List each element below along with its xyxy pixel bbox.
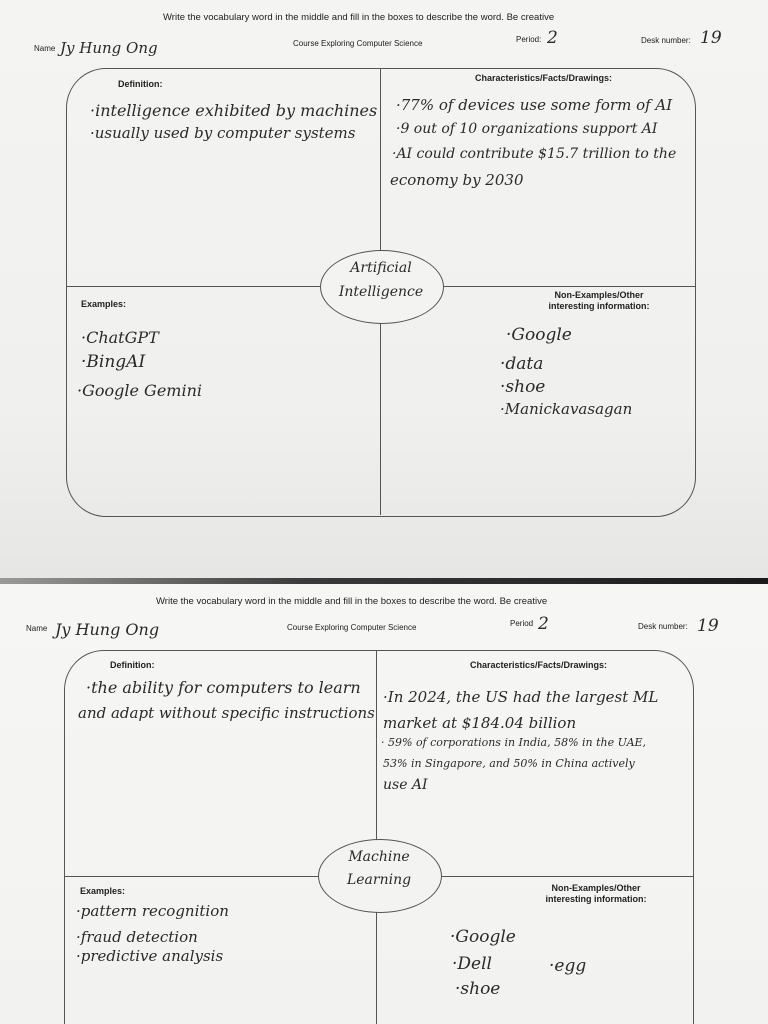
vertical-divider	[376, 650, 377, 1024]
vocabulary-word-line2[interactable]: Learning	[346, 872, 412, 888]
course-label: Course	[293, 39, 319, 48]
example-item[interactable]: ·predictive analysis	[76, 947, 224, 965]
course-label: Course	[287, 623, 313, 632]
characteristics-label: Characteristics/Facts/Drawings:	[470, 660, 608, 670]
nonexample-item[interactable]: ·Manickavasagan	[500, 400, 633, 418]
definition-label: Definition:	[118, 79, 163, 89]
worksheet-page-2	[0, 584, 768, 1024]
nonexamples-label	[539, 290, 659, 312]
characteristics-line[interactable]: ·AI could contribute $15.7 trillion to the	[392, 146, 677, 162]
desk-value[interactable]: 19	[697, 616, 719, 636]
nonexample-item[interactable]: ·Dell	[452, 954, 492, 974]
definition-line[interactable]: and adapt without specific instructions	[78, 704, 375, 722]
nonexamples-label-line2: interesting information:	[545, 894, 647, 904]
definition-label: Definition:	[110, 660, 155, 670]
characteristics-line[interactable]: ·9 out of 10 organizations support AI	[396, 121, 658, 137]
desk-label: Desk number:	[638, 622, 688, 631]
nonexample-item[interactable]: ·shoe	[455, 979, 501, 999]
examples-label: Examples:	[81, 299, 127, 309]
characteristics-line[interactable]: ·77% of devices use some form of AI	[396, 96, 673, 114]
nonexamples-label-line1: Non-Examples/Other	[554, 290, 644, 300]
example-item[interactable]: ·ChatGPT	[81, 328, 159, 347]
example-item[interactable]: ·Google Gemini	[77, 381, 203, 400]
vocabulary-word-line1[interactable]: Artificial	[350, 260, 412, 276]
vocabulary-word-line1[interactable]: Machine	[348, 849, 410, 865]
nonexample-item[interactable]: ·shoe	[500, 377, 546, 397]
period-label: Period:	[516, 35, 542, 44]
course-field	[287, 623, 416, 632]
example-item[interactable]: ·pattern recognition	[76, 902, 229, 920]
nonexamples-label-line2: interesting information:	[548, 301, 650, 311]
characteristics-line[interactable]: · 59% of corporations in India, 58% in the UAE,	[381, 736, 647, 749]
period-label: Period	[510, 619, 534, 628]
name-label: Name	[34, 44, 56, 53]
example-item[interactable]: ·BingAI	[81, 352, 146, 372]
course-field	[293, 39, 422, 48]
name-value[interactable]: Jy Hung Ong	[60, 39, 158, 57]
vocabulary-word-line2[interactable]: Intelligence	[338, 284, 424, 300]
desk-label: Desk number:	[641, 36, 691, 45]
nonexamples-label-line1: Non-Examples/Other	[551, 883, 641, 893]
period-value[interactable]: 2	[547, 28, 558, 48]
characteristics-line[interactable]: economy by 2030	[390, 171, 524, 189]
characteristics-line[interactable]: ·In 2024, the US had the largest ML	[383, 688, 659, 706]
definition-line[interactable]: ·intelligence exhibited by machines	[90, 101, 378, 120]
characteristics-label: Characteristics/Facts/Drawings:	[475, 73, 613, 83]
examples-label: Examples:	[80, 886, 126, 896]
definition-line[interactable]: ·usually used by computer systems	[90, 124, 356, 142]
characteristics-line[interactable]: 53% in Singapore, and 50% in China actively	[383, 757, 635, 770]
course-value: Exploring Computer Science	[315, 623, 417, 632]
name-value[interactable]: Jy Hung Ong	[55, 620, 160, 639]
definition-line[interactable]: ·the ability for computers to learn	[86, 678, 361, 697]
period-value[interactable]: 2	[538, 614, 549, 634]
nonexample-item[interactable]: ·data	[500, 354, 544, 374]
instructions: Write the vocabulary word in the middle and fill in the boxes to describe the word. Be creative	[156, 596, 548, 607]
desk-value[interactable]: 19	[700, 28, 722, 48]
course-value: Exploring Computer Science	[321, 39, 423, 48]
nonexample-item[interactable]: ·Google	[450, 927, 516, 947]
instructions: Write the vocabulary word in the middle and fill in the boxes to describe the word. Be creative	[163, 12, 555, 23]
characteristics-line[interactable]: market at $184.04 billion	[383, 714, 577, 732]
name-label: Name	[26, 624, 48, 633]
characteristics-line[interactable]: use AI	[383, 777, 428, 793]
nonexample-item[interactable]: ·Google	[506, 325, 572, 345]
nonexamples-label	[536, 883, 656, 905]
nonexample-item[interactable]: ·egg	[549, 956, 587, 976]
example-item[interactable]: ·fraud detection	[76, 928, 198, 946]
